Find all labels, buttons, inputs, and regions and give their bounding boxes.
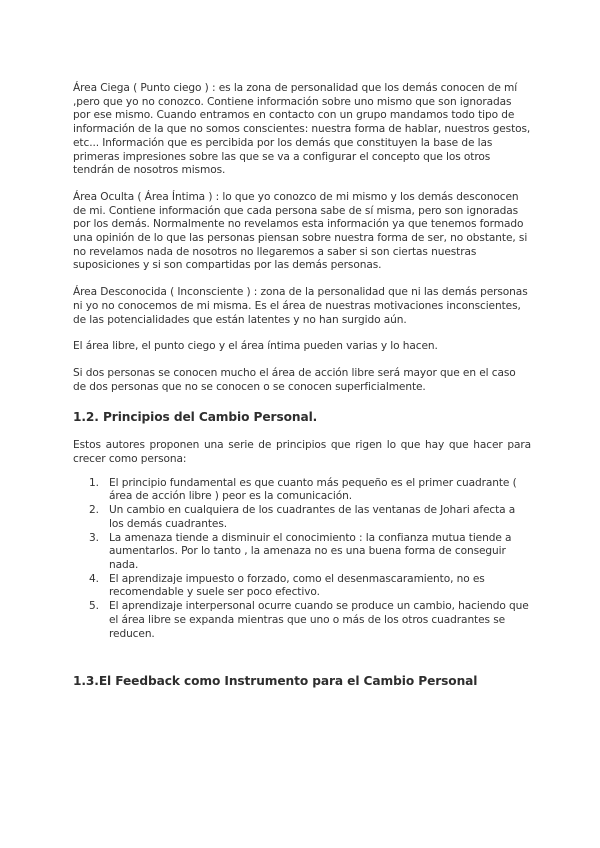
list-item [73, 600, 531, 641]
list-item-number: 5. [89, 600, 99, 613]
paragraph-area-ciega: Área Ciega ( Punto ciego ) : es la zona de personalidad que los demás conocen de mí ,pero que yo no conozco. Contiene información sobre uno mismo que son ignoradas por ese mismo. Cuando entramos en contacto con un grupo mandamos todo tipo de información de la que no somos conscientes: nuestra forma de hablar, nuestros gestos, etc... Información que es percibida por los demás que constituyen la base de las primeras impresiones sobre las que se va a configurar el concepto que los otros tendrán de nosotros mismos. [73, 82, 531, 177]
paragraph-principios-intro: Estos autores proponen una serie de principios que rigen lo que hay que hacer para crecer como persona: [73, 439, 531, 466]
paragraph-area-desconocida: Área Desconocida ( Inconsciente ) : zona de la personalidad que ni las demás personas ni yo no conocemos de mi misma. Es el área de nuestras motivaciones inconscientes, de las potencialidades que están latentes y no han surgido aún. [73, 286, 528, 326]
list-item [73, 504, 531, 531]
section-heading-feedback: 1.3.El Feedback como Instrumento para el Cambio Personal [73, 674, 478, 689]
list-item-number: 2. [89, 504, 99, 517]
list-item-number: 3. [89, 531, 99, 544]
list-item-number: 4. [89, 572, 99, 585]
list-item-text: El aprendizaje impuesto o forzado, como el desenmascaramiento, no es recomendable y suele ser poco efectivo. [109, 572, 485, 599]
list-item-number: 1. [89, 476, 99, 489]
list-item-text: La amenaza tiende a disminuir el conocimiento : la confianza mutua tiende a aumentarlos. Por lo tanto , la amenaza no es una buena forma de conseguir nada. [109, 531, 512, 571]
paragraph-dos-personas: Si dos personas se conocen mucho el área de acción libre será mayor que en el caso de dos personas que no se conocen o se conocen superficialmente. [73, 366, 516, 393]
list-item-text: El principio fundamental es que cuanto más pequeño es el primer cuadrante ( área de acción libre ) peor es la comunicación. [109, 476, 517, 503]
paragraph-area-oculta: Área Oculta ( Área Íntima ) : lo que yo conozco de mi mismo y los demás desconocen de mi. Contiene información que cada persona sabe de sí misma, pero son ignoradas por los demás. Normalmente no revelamos esta información ya que tenemos formado una opinión de lo que las personas piensan sobre nuestra forma de ser, no obstante, si no revelamos nada de nosotros no llegaremos a saber si son ciertas nuestras suposiciones y si son compartidas por las demás personas. [73, 190, 528, 272]
document-page [73, 82, 531, 689]
principles-list [73, 477, 531, 641]
list-item-text: Un cambio en cualquiera de los cuadrantes de las ventanas de Johari afecta a los demás cuadrantes. [109, 504, 516, 530]
list-item [73, 477, 531, 504]
list-item [73, 573, 531, 600]
list-item-text: El aprendizaje interpersonal ocurre cuando se produce un cambio, haciendo que el área libre se expanda mientras que uno o más de los otros cuadrantes se reducen. [109, 600, 529, 640]
paragraph-area-libre: El área libre, el punto ciego y el área íntima pueden varias y lo hacen. [73, 340, 438, 353]
section-heading-principios: 1.2. Principios del Cambio Personal. [73, 410, 318, 425]
list-item [73, 532, 531, 573]
